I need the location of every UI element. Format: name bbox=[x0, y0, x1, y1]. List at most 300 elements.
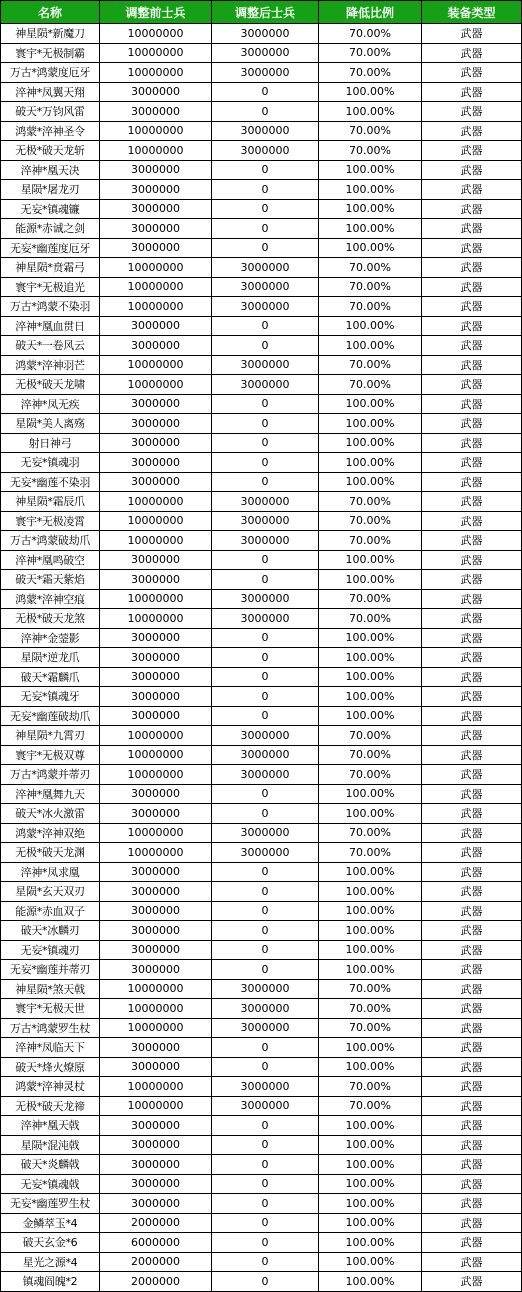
table-row bbox=[1, 355, 522, 375]
cell-soldiers-after: 3000000 bbox=[212, 1096, 319, 1116]
cell-reduction-ratio: 100.00% bbox=[319, 414, 422, 434]
cell-soldiers-after: 0 bbox=[212, 667, 319, 687]
cell-reduction-ratio: 70.00% bbox=[319, 999, 422, 1019]
cell-soldiers-before: 3000000 bbox=[100, 180, 212, 200]
table-row bbox=[1, 453, 522, 473]
cell-soldiers-after: 3000000 bbox=[212, 258, 319, 278]
table-row bbox=[1, 940, 522, 960]
cell-soldiers-after: 3000000 bbox=[212, 589, 319, 609]
table-row bbox=[1, 999, 522, 1019]
table-row bbox=[1, 862, 522, 882]
cell-name: 射日神弓 bbox=[1, 433, 100, 453]
cell-soldiers-after: 0 bbox=[212, 1272, 319, 1292]
cell-soldiers-before: 10000000 bbox=[100, 745, 212, 765]
cell-soldiers-before: 10000000 bbox=[100, 492, 212, 512]
cell-name: 星陨*混沌戟 bbox=[1, 1135, 100, 1155]
cell-soldiers-after: 3000000 bbox=[212, 492, 319, 512]
cell-soldiers-after: 0 bbox=[212, 706, 319, 726]
cell-reduction-ratio: 70.00% bbox=[319, 1096, 422, 1116]
cell-reduction-ratio: 100.00% bbox=[319, 784, 422, 804]
cell-reduction-ratio: 100.00% bbox=[319, 82, 422, 102]
cell-reduction-ratio: 100.00% bbox=[319, 1057, 422, 1077]
cell-name: 破天*冰麟刃 bbox=[1, 921, 100, 941]
cell-soldiers-after: 0 bbox=[212, 1057, 319, 1077]
cell-equipment-type: 武器 bbox=[422, 648, 522, 668]
table-row bbox=[1, 43, 522, 63]
cell-soldiers-before: 10000000 bbox=[100, 531, 212, 551]
cell-reduction-ratio: 70.00% bbox=[319, 979, 422, 999]
table-row bbox=[1, 1038, 522, 1058]
cell-name: 淬神*凰血贯日 bbox=[1, 316, 100, 336]
cell-soldiers-after: 0 bbox=[212, 901, 319, 921]
cell-soldiers-before: 3000000 bbox=[100, 199, 212, 219]
cell-soldiers-after: 0 bbox=[212, 960, 319, 980]
cell-name: 破天*一卷风云 bbox=[1, 336, 100, 356]
cell-equipment-type: 武器 bbox=[422, 199, 522, 219]
cell-equipment-type: 武器 bbox=[422, 531, 522, 551]
cell-soldiers-before: 3000000 bbox=[100, 433, 212, 453]
cell-soldiers-after: 0 bbox=[212, 394, 319, 414]
cell-soldiers-after: 3000000 bbox=[212, 1077, 319, 1097]
cell-soldiers-after: 0 bbox=[212, 784, 319, 804]
cell-name: 淬神*凤无疾 bbox=[1, 394, 100, 414]
cell-soldiers-after: 0 bbox=[212, 472, 319, 492]
cell-equipment-type: 武器 bbox=[422, 63, 522, 83]
header-equipment-type: 装备类型 bbox=[422, 1, 522, 24]
table-row bbox=[1, 1213, 522, 1233]
cell-name: 淬神*凰天决 bbox=[1, 160, 100, 180]
table-body bbox=[1, 24, 522, 1292]
cell-equipment-type: 武器 bbox=[422, 882, 522, 902]
cell-reduction-ratio: 70.00% bbox=[319, 843, 422, 863]
cell-name: 神星陨*煞天戟 bbox=[1, 979, 100, 999]
cell-reduction-ratio: 70.00% bbox=[319, 43, 422, 63]
cell-soldiers-before: 2000000 bbox=[100, 1272, 212, 1292]
cell-soldiers-after: 0 bbox=[212, 1038, 319, 1058]
cell-soldiers-before: 3000000 bbox=[100, 648, 212, 668]
cell-name: 破天*霜天紫焰 bbox=[1, 570, 100, 590]
cell-equipment-type: 武器 bbox=[422, 765, 522, 785]
cell-equipment-type: 武器 bbox=[422, 1252, 522, 1272]
cell-soldiers-before: 3000000 bbox=[100, 667, 212, 687]
cell-equipment-type: 武器 bbox=[422, 336, 522, 356]
cell-soldiers-after: 0 bbox=[212, 570, 319, 590]
table-row bbox=[1, 1272, 522, 1292]
cell-reduction-ratio: 70.00% bbox=[319, 1018, 422, 1038]
cell-equipment-type: 武器 bbox=[422, 121, 522, 141]
cell-equipment-type: 武器 bbox=[422, 550, 522, 570]
table-row bbox=[1, 492, 522, 512]
cell-reduction-ratio: 70.00% bbox=[319, 589, 422, 609]
cell-reduction-ratio: 70.00% bbox=[319, 823, 422, 843]
table-row bbox=[1, 394, 522, 414]
cell-equipment-type: 武器 bbox=[422, 511, 522, 531]
cell-reduction-ratio: 100.00% bbox=[319, 687, 422, 707]
table-row bbox=[1, 745, 522, 765]
cell-name: 寰宇*无极凌霄 bbox=[1, 511, 100, 531]
cell-soldiers-after: 0 bbox=[212, 882, 319, 902]
cell-reduction-ratio: 100.00% bbox=[319, 628, 422, 648]
cell-reduction-ratio: 100.00% bbox=[319, 550, 422, 570]
cell-equipment-type: 武器 bbox=[422, 102, 522, 122]
table-row bbox=[1, 141, 522, 161]
cell-soldiers-before: 3000000 bbox=[100, 1194, 212, 1214]
cell-reduction-ratio: 100.00% bbox=[319, 316, 422, 336]
cell-soldiers-after: 3000000 bbox=[212, 277, 319, 297]
cell-soldiers-before: 10000000 bbox=[100, 297, 212, 317]
cell-soldiers-after: 0 bbox=[212, 102, 319, 122]
cell-name: 神星陨*霜辰爪 bbox=[1, 492, 100, 512]
cell-name: 无妄*幽莲不染羽 bbox=[1, 472, 100, 492]
cell-reduction-ratio: 100.00% bbox=[319, 1155, 422, 1175]
cell-reduction-ratio: 100.00% bbox=[319, 960, 422, 980]
cell-soldiers-before: 3000000 bbox=[100, 472, 212, 492]
table-row bbox=[1, 24, 522, 44]
cell-soldiers-after: 3000000 bbox=[212, 745, 319, 765]
table-row bbox=[1, 219, 522, 239]
cell-soldiers-after: 0 bbox=[212, 82, 319, 102]
table-row bbox=[1, 297, 522, 317]
cell-equipment-type: 武器 bbox=[422, 687, 522, 707]
cell-soldiers-after: 3000000 bbox=[212, 531, 319, 551]
cell-soldiers-after: 0 bbox=[212, 628, 319, 648]
cell-name: 神星陨*九霄刃 bbox=[1, 726, 100, 746]
cell-soldiers-before: 10000000 bbox=[100, 24, 212, 44]
cell-name: 无极*破天龙啸 bbox=[1, 375, 100, 395]
cell-name: 淬神*凰舞九天 bbox=[1, 784, 100, 804]
cell-equipment-type: 武器 bbox=[422, 1155, 522, 1175]
cell-soldiers-before: 10000000 bbox=[100, 999, 212, 1019]
cell-reduction-ratio: 100.00% bbox=[319, 1233, 422, 1253]
table-row bbox=[1, 823, 522, 843]
cell-equipment-type: 武器 bbox=[422, 1057, 522, 1077]
cell-soldiers-before: 10000000 bbox=[100, 355, 212, 375]
cell-soldiers-before: 3000000 bbox=[100, 570, 212, 590]
cell-name: 星光之源*4 bbox=[1, 1252, 100, 1272]
cell-equipment-type: 武器 bbox=[422, 1213, 522, 1233]
cell-name: 寰宇*无极追光 bbox=[1, 277, 100, 297]
cell-soldiers-after: 3000000 bbox=[212, 511, 319, 531]
table-row bbox=[1, 960, 522, 980]
cell-name: 无极*破天龙斩 bbox=[1, 141, 100, 161]
table-row bbox=[1, 258, 522, 278]
cell-soldiers-before: 10000000 bbox=[100, 823, 212, 843]
table-row bbox=[1, 238, 522, 258]
cell-soldiers-before: 3000000 bbox=[100, 862, 212, 882]
cell-reduction-ratio: 100.00% bbox=[319, 1213, 422, 1233]
cell-soldiers-after: 0 bbox=[212, 1135, 319, 1155]
cell-equipment-type: 武器 bbox=[422, 160, 522, 180]
cell-name: 破天玄金*6 bbox=[1, 1233, 100, 1253]
cell-name: 无极*破天龙禘 bbox=[1, 1096, 100, 1116]
cell-equipment-type: 武器 bbox=[422, 960, 522, 980]
table-row bbox=[1, 628, 522, 648]
header-soldiers-after: 调整后士兵 bbox=[212, 1, 319, 24]
cell-equipment-type: 武器 bbox=[422, 141, 522, 161]
table-row bbox=[1, 1233, 522, 1253]
cell-soldiers-after: 3000000 bbox=[212, 43, 319, 63]
cell-equipment-type: 武器 bbox=[422, 433, 522, 453]
cell-soldiers-after: 3000000 bbox=[212, 1018, 319, 1038]
cell-equipment-type: 武器 bbox=[422, 472, 522, 492]
table-row bbox=[1, 609, 522, 629]
cell-reduction-ratio: 100.00% bbox=[319, 199, 422, 219]
cell-name: 鸿蒙*淬神羽芒 bbox=[1, 355, 100, 375]
cell-name: 无妄*镇魂刃 bbox=[1, 940, 100, 960]
table-row bbox=[1, 160, 522, 180]
cell-soldiers-after: 0 bbox=[212, 238, 319, 258]
cell-name: 破天*万钧风雷 bbox=[1, 102, 100, 122]
cell-soldiers-after: 3000000 bbox=[212, 24, 319, 44]
cell-soldiers-before: 3000000 bbox=[100, 336, 212, 356]
cell-name: 星陨*玄天双刃 bbox=[1, 882, 100, 902]
cell-soldiers-after: 3000000 bbox=[212, 979, 319, 999]
cell-reduction-ratio: 100.00% bbox=[319, 102, 422, 122]
cell-name: 星陨*美人离殇 bbox=[1, 414, 100, 434]
cell-reduction-ratio: 100.00% bbox=[319, 1174, 422, 1194]
cell-name: 鸿蒙*淬神空痕 bbox=[1, 589, 100, 609]
cell-reduction-ratio: 70.00% bbox=[319, 297, 422, 317]
cell-equipment-type: 武器 bbox=[422, 862, 522, 882]
cell-name: 破天*烽火燎原 bbox=[1, 1057, 100, 1077]
table-row bbox=[1, 316, 522, 336]
cell-soldiers-before: 2000000 bbox=[100, 1213, 212, 1233]
cell-soldiers-before: 10000000 bbox=[100, 121, 212, 141]
cell-name: 淬神*凤临天下 bbox=[1, 1038, 100, 1058]
cell-reduction-ratio: 100.00% bbox=[319, 1194, 422, 1214]
cell-name: 万古*鸿蒙破劫爪 bbox=[1, 531, 100, 551]
cell-soldiers-after: 0 bbox=[212, 862, 319, 882]
cell-soldiers-after: 3000000 bbox=[212, 609, 319, 629]
cell-reduction-ratio: 70.00% bbox=[319, 141, 422, 161]
cell-reduction-ratio: 100.00% bbox=[319, 862, 422, 882]
table-row bbox=[1, 1252, 522, 1272]
table-row bbox=[1, 1174, 522, 1194]
cell-soldiers-before: 3000000 bbox=[100, 706, 212, 726]
cell-name: 鸿蒙*淬神圣令 bbox=[1, 121, 100, 141]
table-row bbox=[1, 472, 522, 492]
cell-name: 破天*霜麟爪 bbox=[1, 667, 100, 687]
cell-soldiers-after: 3000000 bbox=[212, 726, 319, 746]
cell-soldiers-before: 3000000 bbox=[100, 82, 212, 102]
cell-name: 鸿蒙*淬神双绝 bbox=[1, 823, 100, 843]
cell-name: 破天*冰火激雷 bbox=[1, 804, 100, 824]
cell-soldiers-after: 3000000 bbox=[212, 375, 319, 395]
cell-equipment-type: 武器 bbox=[422, 24, 522, 44]
cell-reduction-ratio: 70.00% bbox=[319, 492, 422, 512]
cell-reduction-ratio: 100.00% bbox=[319, 570, 422, 590]
cell-equipment-type: 武器 bbox=[422, 316, 522, 336]
cell-soldiers-after: 3000000 bbox=[212, 999, 319, 1019]
cell-equipment-type: 武器 bbox=[422, 667, 522, 687]
cell-reduction-ratio: 100.00% bbox=[319, 394, 422, 414]
table-row bbox=[1, 375, 522, 395]
cell-soldiers-before: 3000000 bbox=[100, 160, 212, 180]
cell-name: 万古*鸿蒙并蒂刃 bbox=[1, 765, 100, 785]
cell-soldiers-before: 3000000 bbox=[100, 1135, 212, 1155]
table-row bbox=[1, 1116, 522, 1136]
table-row bbox=[1, 1135, 522, 1155]
cell-soldiers-after: 3000000 bbox=[212, 297, 319, 317]
cell-soldiers-before: 10000000 bbox=[100, 63, 212, 83]
cell-name: 无妄*镇魂牙 bbox=[1, 687, 100, 707]
cell-soldiers-after: 0 bbox=[212, 550, 319, 570]
table-row bbox=[1, 882, 522, 902]
cell-soldiers-after: 3000000 bbox=[212, 765, 319, 785]
cell-soldiers-before: 10000000 bbox=[100, 726, 212, 746]
cell-equipment-type: 武器 bbox=[422, 1135, 522, 1155]
cell-equipment-type: 武器 bbox=[422, 355, 522, 375]
cell-name: 寰宇*无极双尊 bbox=[1, 745, 100, 765]
cell-reduction-ratio: 100.00% bbox=[319, 882, 422, 902]
cell-equipment-type: 武器 bbox=[422, 394, 522, 414]
cell-soldiers-after: 0 bbox=[212, 1233, 319, 1253]
cell-equipment-type: 武器 bbox=[422, 609, 522, 629]
cell-equipment-type: 武器 bbox=[422, 1174, 522, 1194]
cell-reduction-ratio: 100.00% bbox=[319, 160, 422, 180]
table-row bbox=[1, 765, 522, 785]
cell-soldiers-before: 3000000 bbox=[100, 901, 212, 921]
cell-reduction-ratio: 70.00% bbox=[319, 745, 422, 765]
cell-equipment-type: 武器 bbox=[422, 940, 522, 960]
header-name: 名称 bbox=[1, 1, 100, 24]
table-row bbox=[1, 336, 522, 356]
cell-soldiers-after: 0 bbox=[212, 453, 319, 473]
cell-equipment-type: 武器 bbox=[422, 1272, 522, 1292]
cell-reduction-ratio: 100.00% bbox=[319, 901, 422, 921]
header-soldiers-before: 调整前士兵 bbox=[100, 1, 212, 24]
table-row bbox=[1, 1077, 522, 1097]
cell-reduction-ratio: 100.00% bbox=[319, 1272, 422, 1292]
cell-soldiers-before: 3000000 bbox=[100, 238, 212, 258]
cell-name: 淬神*凤求凰 bbox=[1, 862, 100, 882]
cell-equipment-type: 武器 bbox=[422, 901, 522, 921]
cell-reduction-ratio: 70.00% bbox=[319, 1077, 422, 1097]
cell-reduction-ratio: 100.00% bbox=[319, 1252, 422, 1272]
cell-soldiers-before: 3000000 bbox=[100, 784, 212, 804]
cell-name: 淬神*凰鸣破空 bbox=[1, 550, 100, 570]
cell-name: 淬神*凤翼天翔 bbox=[1, 82, 100, 102]
cell-reduction-ratio: 100.00% bbox=[319, 180, 422, 200]
cell-soldiers-after: 3000000 bbox=[212, 121, 319, 141]
cell-equipment-type: 武器 bbox=[422, 979, 522, 999]
table-row bbox=[1, 433, 522, 453]
cell-soldiers-before: 10000000 bbox=[100, 1096, 212, 1116]
cell-soldiers-before: 10000000 bbox=[100, 258, 212, 278]
cell-reduction-ratio: 100.00% bbox=[319, 940, 422, 960]
cell-name: 无极*破天龙渊 bbox=[1, 843, 100, 863]
table-row bbox=[1, 589, 522, 609]
table-row bbox=[1, 687, 522, 707]
cell-reduction-ratio: 100.00% bbox=[319, 706, 422, 726]
cell-name: 万古*鸿蒙罗生杖 bbox=[1, 1018, 100, 1038]
cell-equipment-type: 武器 bbox=[422, 180, 522, 200]
cell-soldiers-after: 0 bbox=[212, 1213, 319, 1233]
cell-name: 无极*破天龙煞 bbox=[1, 609, 100, 629]
cell-reduction-ratio: 70.00% bbox=[319, 531, 422, 551]
cell-name: 无妄*镇魂羽 bbox=[1, 453, 100, 473]
table-row bbox=[1, 979, 522, 999]
cell-reduction-ratio: 70.00% bbox=[319, 375, 422, 395]
cell-name: 无妄*幽莲罗生杖 bbox=[1, 1194, 100, 1214]
cell-soldiers-after: 0 bbox=[212, 687, 319, 707]
cell-soldiers-before: 10000000 bbox=[100, 277, 212, 297]
cell-soldiers-after: 0 bbox=[212, 1116, 319, 1136]
cell-soldiers-before: 10000000 bbox=[100, 141, 212, 161]
cell-reduction-ratio: 70.00% bbox=[319, 63, 422, 83]
cell-name: 万古*鸿蒙不染羽 bbox=[1, 297, 100, 317]
cell-soldiers-before: 3000000 bbox=[100, 882, 212, 902]
cell-equipment-type: 武器 bbox=[422, 43, 522, 63]
cell-name: 鸿蒙*淬神灵杖 bbox=[1, 1077, 100, 1097]
cell-soldiers-before: 3000000 bbox=[100, 687, 212, 707]
table-row bbox=[1, 706, 522, 726]
table-row bbox=[1, 843, 522, 863]
cell-equipment-type: 武器 bbox=[422, 277, 522, 297]
cell-reduction-ratio: 70.00% bbox=[319, 121, 422, 141]
table-row bbox=[1, 1057, 522, 1077]
cell-name: 镇魂阎魄*2 bbox=[1, 1272, 100, 1292]
cell-name: 破天*炎麟戟 bbox=[1, 1155, 100, 1175]
cell-soldiers-before: 3000000 bbox=[100, 394, 212, 414]
cell-name: 无妄*镇魂镰 bbox=[1, 199, 100, 219]
cell-soldiers-before: 2000000 bbox=[100, 1252, 212, 1272]
cell-soldiers-after: 0 bbox=[212, 316, 319, 336]
cell-soldiers-before: 3000000 bbox=[100, 1038, 212, 1058]
cell-soldiers-after: 3000000 bbox=[212, 843, 319, 863]
cell-equipment-type: 武器 bbox=[422, 453, 522, 473]
cell-soldiers-before: 3000000 bbox=[100, 960, 212, 980]
table-row bbox=[1, 550, 522, 570]
cell-equipment-type: 武器 bbox=[422, 238, 522, 258]
table-row bbox=[1, 102, 522, 122]
cell-reduction-ratio: 70.00% bbox=[319, 765, 422, 785]
cell-soldiers-before: 10000000 bbox=[100, 979, 212, 999]
table-row bbox=[1, 82, 522, 102]
cell-name: 无妄*幽莲破劫爪 bbox=[1, 706, 100, 726]
cell-equipment-type: 武器 bbox=[422, 804, 522, 824]
header-reduction-ratio: 降低比例 bbox=[319, 1, 422, 24]
table-row bbox=[1, 921, 522, 941]
cell-soldiers-before: 3000000 bbox=[100, 1174, 212, 1194]
cell-reduction-ratio: 100.00% bbox=[319, 472, 422, 492]
cell-name: 能源*赤诚之剑 bbox=[1, 219, 100, 239]
cell-equipment-type: 武器 bbox=[422, 1038, 522, 1058]
cell-soldiers-before: 3000000 bbox=[100, 804, 212, 824]
cell-soldiers-before: 10000000 bbox=[100, 843, 212, 863]
cell-soldiers-after: 3000000 bbox=[212, 823, 319, 843]
cell-soldiers-after: 0 bbox=[212, 804, 319, 824]
cell-soldiers-before: 10000000 bbox=[100, 375, 212, 395]
table-row bbox=[1, 784, 522, 804]
cell-equipment-type: 武器 bbox=[422, 823, 522, 843]
table-row bbox=[1, 726, 522, 746]
table-row bbox=[1, 1194, 522, 1214]
cell-soldiers-after: 0 bbox=[212, 940, 319, 960]
cell-soldiers-before: 3000000 bbox=[100, 316, 212, 336]
cell-reduction-ratio: 100.00% bbox=[319, 921, 422, 941]
table-row bbox=[1, 667, 522, 687]
cell-soldiers-after: 3000000 bbox=[212, 141, 319, 161]
cell-equipment-type: 武器 bbox=[422, 1018, 522, 1038]
cell-equipment-type: 武器 bbox=[422, 414, 522, 434]
cell-reduction-ratio: 70.00% bbox=[319, 609, 422, 629]
cell-equipment-type: 武器 bbox=[422, 1096, 522, 1116]
table-row bbox=[1, 511, 522, 531]
cell-name: 无妄*幽莲度厄牙 bbox=[1, 238, 100, 258]
cell-reduction-ratio: 100.00% bbox=[319, 1135, 422, 1155]
table-row bbox=[1, 1096, 522, 1116]
